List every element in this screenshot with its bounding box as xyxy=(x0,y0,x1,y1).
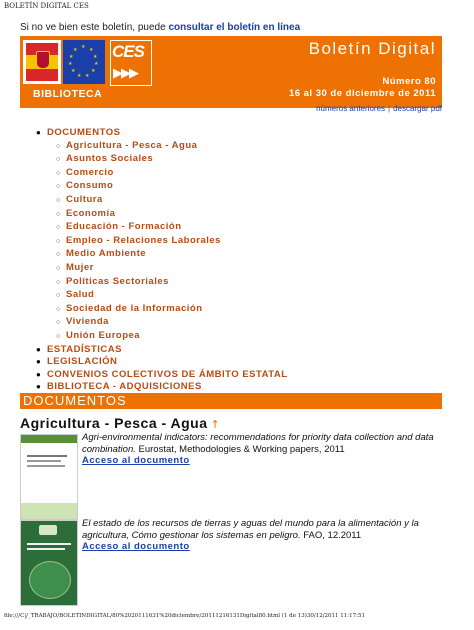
toc-item-label: ESTADÍSTICAS xyxy=(47,343,122,355)
toc-item-documentos[interactable] xyxy=(36,127,288,344)
document-access-link[interactable]: Acceso al documento xyxy=(82,455,190,466)
online-version-link[interactable]: consultar el boletín en línea xyxy=(168,22,301,33)
pdf-footer: file:///C|/_TRABAJO/BOLETINDIGITAL/80%2020111631%20diciembre/20111216131Digital80.html (1 de 13)30/12/2011 11:17:51 xyxy=(4,613,365,619)
bullet-icon: ● xyxy=(36,382,42,392)
ces-logo-text: CES xyxy=(112,42,144,61)
circle-bullet-icon: ○ xyxy=(56,319,61,327)
subsection-heading-text: Agricultura - Pesca - Agua xyxy=(20,415,208,431)
document-entry xyxy=(82,432,438,467)
toc-subitem[interactable]: ○ Cultura xyxy=(56,194,288,208)
circle-bullet-icon: ○ xyxy=(56,196,61,204)
toc-subitem[interactable]: ○ Economía xyxy=(56,208,288,222)
circle-bullet-icon: ○ xyxy=(56,156,61,164)
circle-bullet-icon: ○ xyxy=(56,142,61,150)
bulletin-title: Boletín Digital xyxy=(308,39,436,58)
document-source: Eurostat, Methodologies & Working papers, 2011 xyxy=(135,443,345,455)
toc-item-label: DOCUMENTOS xyxy=(47,127,121,138)
toc-subitem[interactable]: ○ Educación - Formación xyxy=(56,221,288,235)
eu-flag-icon: ★ ★ ★ ★ ★ ★ ★ ★ ★ ★ ★ xyxy=(63,40,105,84)
document-title: El estado de los recursos de tierras y aguas del mundo para la alimentación y la agricultura, Cómo gestionar los sistemas en peligro. xyxy=(82,518,419,541)
banner xyxy=(20,36,442,108)
toc-subitem[interactable]: ○ Asuntos Sociales xyxy=(56,153,288,167)
toc-item-estadisticas[interactable] xyxy=(36,344,288,357)
toc-subitem[interactable]: ○ Políticas Sectoriales xyxy=(56,276,288,290)
back-to-top-arrow-icon[interactable]: ↑ xyxy=(210,418,221,431)
bullet-icon: ● xyxy=(36,369,42,379)
bullet-icon: ● xyxy=(36,128,42,137)
toc-item-label: LEGISLACIÓN xyxy=(47,356,118,368)
document-cover-thumbnail[interactable] xyxy=(20,520,78,606)
document-title: Agri-environmental indicators: recommendations for priority data collection and data combination. xyxy=(82,432,434,455)
toc-sublist xyxy=(36,140,288,344)
download-pdf-link[interactable]: descargar pdf xyxy=(393,104,442,113)
ces-logo xyxy=(110,40,152,86)
toc-subitem[interactable]: ○ Mujer xyxy=(56,262,288,276)
circle-bullet-icon: ○ xyxy=(56,292,61,300)
toc-subitem[interactable]: ○ Medio Ambiente xyxy=(56,248,288,262)
circle-bullet-icon: ○ xyxy=(56,305,61,313)
top-notice-text: Si no ve bien este boletín, puede xyxy=(20,22,169,33)
toc-subitem[interactable]: ○ Comercio xyxy=(56,167,288,181)
sublinks xyxy=(316,104,442,113)
sublinks-separator: | xyxy=(388,104,391,113)
toc-subitem[interactable]: ○ Empleo - Relaciones Laborales xyxy=(56,235,288,249)
toc-subitem[interactable]: ○ Vivienda xyxy=(56,316,288,330)
circle-bullet-icon: ○ xyxy=(56,278,61,286)
issue-dates: 16 al 30 de diciembre de 2011 xyxy=(288,88,436,99)
previous-issues-link[interactable]: números anteriores xyxy=(316,104,385,113)
top-notice xyxy=(20,22,300,33)
table-of-contents xyxy=(36,127,288,394)
toc-subitem[interactable]: ○ Unión Europea xyxy=(56,330,288,344)
bullet-icon: ● xyxy=(36,344,42,354)
circle-bullet-icon: ○ xyxy=(56,224,61,232)
circle-bullet-icon: ○ xyxy=(56,264,61,272)
document-access-link[interactable]: Acceso al documento xyxy=(82,541,190,552)
section-title: DOCUMENTOS xyxy=(23,393,127,408)
circle-bullet-icon: ○ xyxy=(56,183,61,191)
toc-item-legislacion[interactable] xyxy=(36,356,288,369)
toc-item-convenios[interactable] xyxy=(36,369,288,382)
document-entry xyxy=(82,518,438,553)
library-label: BIBLIOTECA xyxy=(33,88,103,100)
issue-number: Número 80 xyxy=(382,76,436,87)
circle-bullet-icon: ○ xyxy=(56,332,61,340)
ces-arrows-icon: ▶▶▶ xyxy=(113,66,137,81)
bullet-icon: ● xyxy=(36,357,42,367)
document-source: FAO, 12.2011 xyxy=(300,529,362,541)
toc-subitem[interactable]: ○ Agricultura - Pesca - Agua xyxy=(56,140,288,154)
circle-bullet-icon: ○ xyxy=(56,251,61,259)
toc-item-adquisiciones[interactable] xyxy=(36,381,288,394)
spain-coat-of-arms-icon xyxy=(23,40,61,84)
toc-subitem[interactable]: ○ Consumo xyxy=(56,180,288,194)
toc-item-label: CONVENIOS COLECTIVOS DE ÁMBITO ESTATAL xyxy=(47,368,288,380)
toc-subitem[interactable]: ○ Sociedad de la Información xyxy=(56,303,288,317)
toc-subitem[interactable]: ○ Salud xyxy=(56,289,288,303)
subsection-heading xyxy=(20,415,220,431)
document-cover-thumbnail[interactable] xyxy=(20,434,78,520)
toc-item-label: BIBLIOTECA - ADQUISICIONES xyxy=(47,381,202,393)
circle-bullet-icon: ○ xyxy=(56,169,61,177)
circle-bullet-icon: ○ xyxy=(56,210,61,218)
section-header-bar xyxy=(20,393,442,409)
circle-bullet-icon: ○ xyxy=(56,237,61,245)
pdf-header: BOLETÍN DIGITAL CES xyxy=(4,2,89,10)
